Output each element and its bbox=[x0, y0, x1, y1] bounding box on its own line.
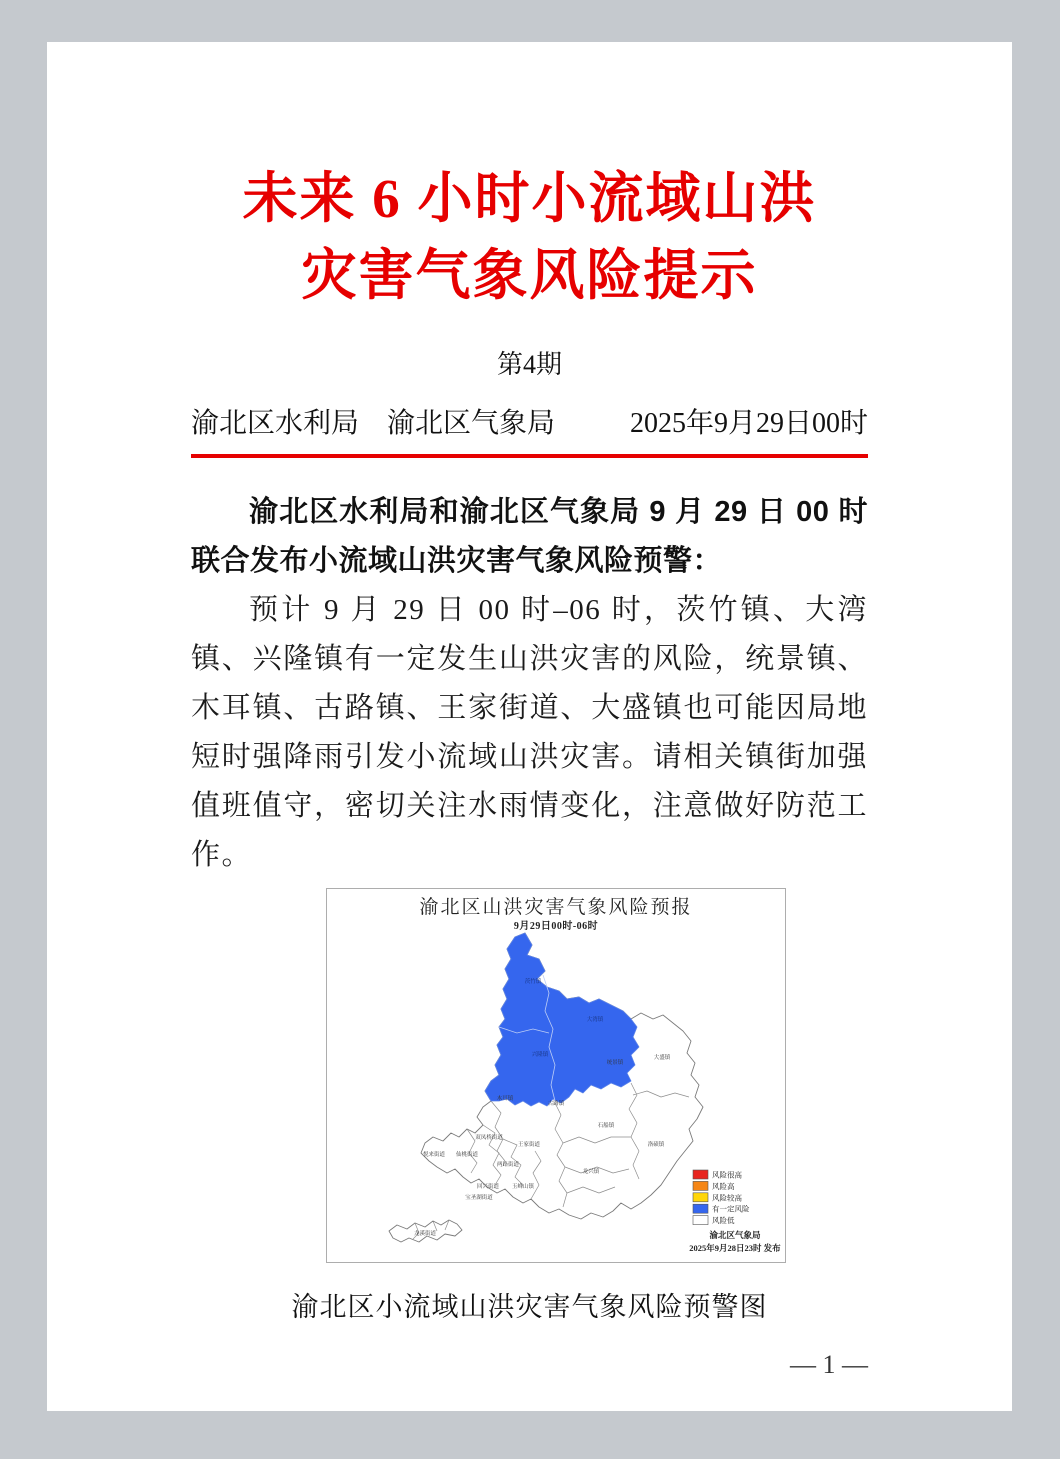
risk-map-figure bbox=[326, 888, 786, 1263]
map-region-label: 古路镇 bbox=[547, 1101, 565, 1107]
issuing-agencies: 渝北区水利局 渝北区气象局 bbox=[191, 408, 556, 439]
document-page bbox=[47, 42, 1012, 1411]
map-region-label: 茨竹镇 bbox=[524, 979, 542, 985]
legend-label: 有一定风险 bbox=[712, 1204, 750, 1214]
issue-number: 第4期 bbox=[496, 350, 562, 379]
map-region-label: 木耳镇 bbox=[496, 1096, 514, 1102]
document-title-line2: 灾害气象风险提示 bbox=[301, 245, 758, 306]
lead-paragraph: 渝北区水利局和渝北区气象局 9 月 29 日 00 时联合发布小流域山洪灾害气象风险预警： bbox=[191, 496, 868, 577]
map-region-label: 大盛镇 bbox=[653, 1055, 671, 1061]
map-region-label: 统景镇 bbox=[606, 1060, 624, 1066]
map-region-label: 仙桃街道 bbox=[455, 1152, 479, 1158]
issue-datetime: 2025年9月29日00时 bbox=[629, 408, 868, 439]
legend-swatch bbox=[693, 1170, 708, 1179]
map-region-label: 王家街道 bbox=[517, 1142, 541, 1148]
figure-caption: 渝北区小流域山洪灾害气象风险预警图 bbox=[291, 1292, 768, 1322]
body-paragraph: 预计 9 月 29 日 00 时–06 时，茨竹镇、大湾镇、兴隆镇有一定发生山洪灾害的风险，统景镇、木耳镇、古路镇、王家街道、大盛镇也可能因局地短时强降雨引发小流域山洪灾害。请相关镇街加强值班值守，密切关注水雨情变化，注意做好防范工作。 bbox=[191, 594, 868, 871]
issuer-row bbox=[191, 401, 868, 441]
map-region-label: 龙兴镇 bbox=[582, 1169, 600, 1175]
map-region-label: 宝圣湖街道 bbox=[465, 1195, 493, 1201]
map-region-label: 兴隆镇 bbox=[531, 1052, 549, 1058]
map-legend bbox=[693, 1170, 750, 1226]
risk-map bbox=[327, 889, 785, 1257]
map-region-label: 石船镇 bbox=[597, 1123, 615, 1129]
document-title-line1: 未来 6 小时小流域山洪 bbox=[242, 168, 817, 229]
map-title: 渝北区山洪灾害气象风险预报 bbox=[419, 897, 693, 918]
legend-swatch bbox=[693, 1181, 708, 1190]
legend-label: 风险较高 bbox=[712, 1193, 742, 1203]
map-issuer: 渝北区气象局 bbox=[709, 1230, 761, 1240]
map-region-label: 大湾镇 bbox=[586, 1017, 604, 1023]
legend-label: 风险低 bbox=[712, 1216, 735, 1226]
document-title bbox=[191, 160, 868, 314]
legend-swatch bbox=[693, 1204, 708, 1213]
map-region-label: 两路街道 bbox=[496, 1162, 520, 1168]
legend-swatch bbox=[693, 1193, 708, 1202]
map-issued-at: 2025年9月28日23时 发布 bbox=[689, 1243, 781, 1253]
map-region-label: 玉峰山镇 bbox=[511, 1184, 535, 1190]
legend-label: 风险很高 bbox=[712, 1170, 742, 1180]
legend-label: 风险高 bbox=[712, 1181, 735, 1191]
map-region-label: 洛碛镇 bbox=[647, 1142, 665, 1148]
document-content bbox=[47, 160, 1012, 1380]
map-region-label: 悦来街道 bbox=[422, 1152, 446, 1158]
legend-swatch bbox=[693, 1216, 708, 1225]
map-region-label: 双凤桥街道 bbox=[475, 1135, 503, 1141]
map-region-label: 龙溪街道 bbox=[413, 1231, 437, 1237]
blue-risk-region bbox=[485, 933, 639, 1106]
map-subtitle: 9月29日00时-06时 bbox=[513, 921, 599, 932]
header-divider-rule bbox=[191, 454, 868, 458]
map-region-label: 回兴街道 bbox=[476, 1184, 500, 1190]
page-number: — 1 — bbox=[790, 1350, 868, 1379]
